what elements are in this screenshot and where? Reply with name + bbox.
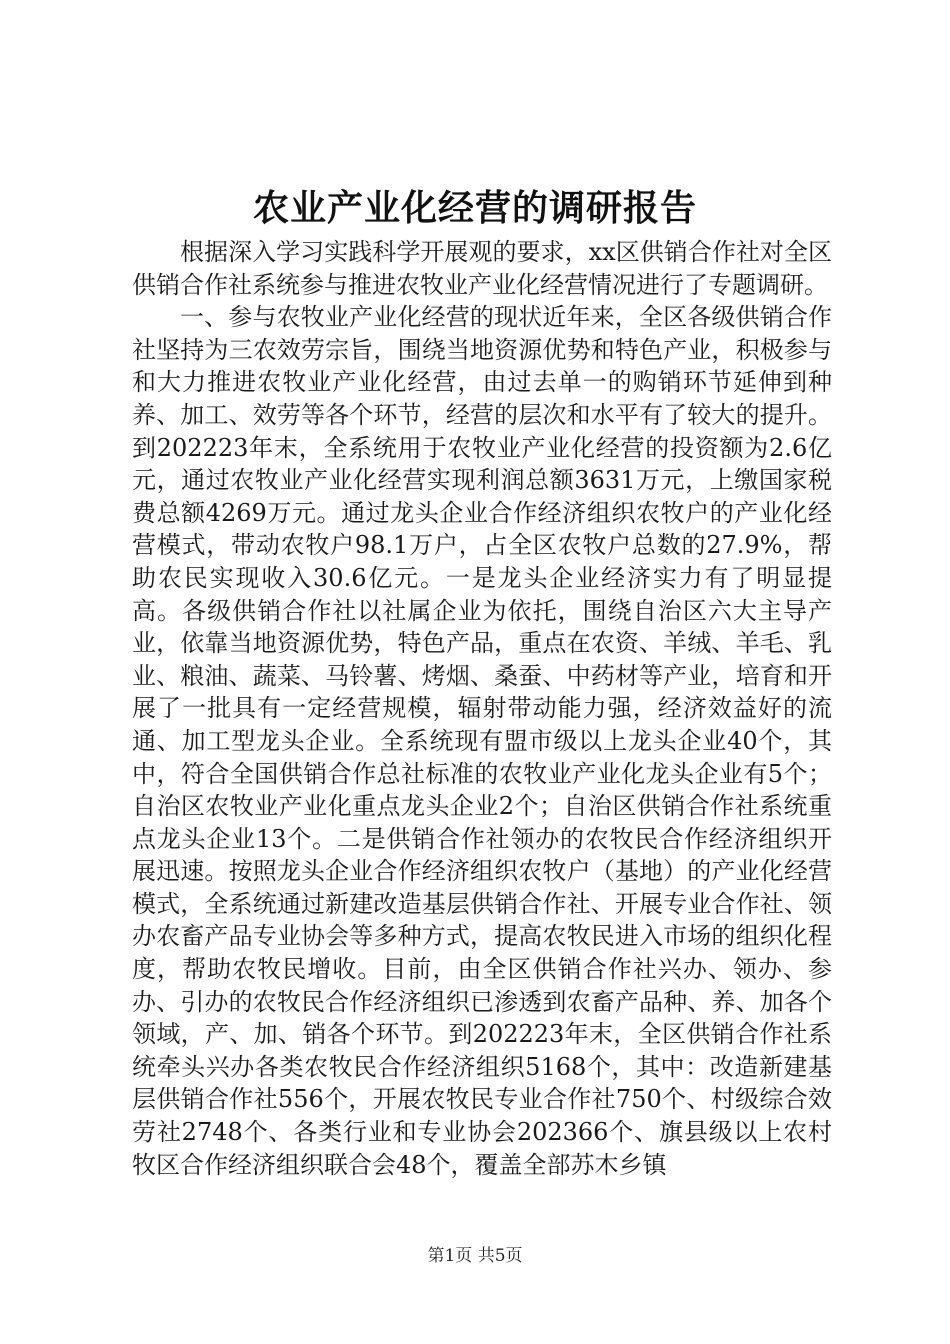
document-body (132, 236, 832, 1181)
page-number-footer: 第1页 共5页 (427, 1246, 523, 1266)
intro-paragraph: 根据深入学习实践科学开展观的要求，xx区供销合作社对全区供销合作社系统参与推进农牧业产业化经营情况进行了专题调研。 (132, 238, 832, 299)
section-one-paragraph: 一、参与农牧业产业化经营的现状近年来，全区各级供销合作社坚持为三农效劳宗旨，围绕当地资源优势和特色产业，积极参与和大力推进农牧业产业化经营，由过去单一的购销环节延伸到种养、加工、效劳等各个环节，经营的层次和水平有了较大的提升。到202223年末，全系统用于农牧业产业化经营的投资额为2.6亿元，通过农牧业产业化经营实现利润总额3631万元，上缴国家税费总额4269万元。通过龙头企业合作经济组织农牧户的产业化经营模式，带动农牧户98.1万户，占全区农牧户总数的27.9%，帮助农民实现收入30.6亿元。一是龙头企业经济实力有了明显提高。各级供销合作社以社属企业为依托，围绕自治区六大主导产业，依靠当地资源优势，特色产品，重点在农资、羊绒、羊毛、乳业、粮油、蔬菜、马铃薯、烤烟、桑蚕、中药材等产业，培育和开展了一批具有一定经营规模，辐射带动能力强，经济效益好的流通、加工型龙头企业。全系统现有盟市级以上龙头企业40个，其中，符合全国供销合作总社标准的农牧业产业化龙头企业有5个；自治区农牧业产业化重点龙头企业2个；自治区供销合作社系统重点龙头企业13个。二是供销合作社领办的农牧民合作经济组织开展迅速。按照龙头企业合作经济组织农牧户（基地）的产业化经营模式，全系统通过新建改造基层供销合作社、开展专业合作社、领办农畜产品专业协会等多种方式，提高农牧民进入市场的组织化程度，帮助农牧民增收。目前，由全区供销合作社兴办、领办、参办、引办的农牧民合作经济组织已渗透到农畜产品种、养、加各个领域，产、加、销各个环节。到202223年末，全区供销合作社系统牵头兴办各类农牧民合作经济组织5168个，其中：改造新建基层供销合作社556个，开展农牧民专业合作社750个、村级综合效劳社2748个、各类行业和专业协会202366个、旗县级以上农村牧区合作经济组织联合会48个，覆盖全部苏木乡镇 (132, 303, 832, 1179)
document-title: 农业产业化经营的调研报告 (252, 187, 697, 229)
